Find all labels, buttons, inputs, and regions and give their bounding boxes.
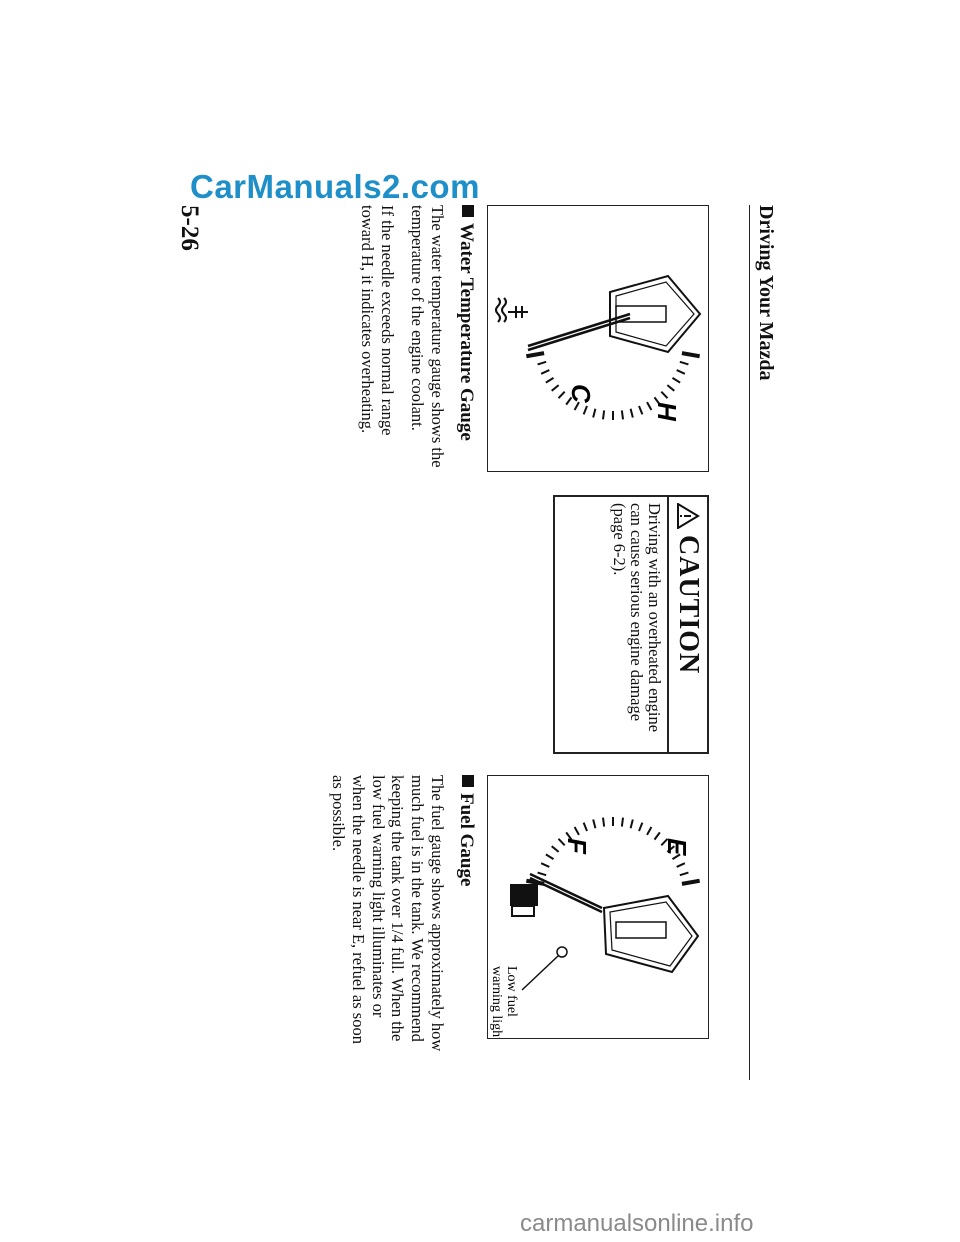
gauge-tick bbox=[682, 881, 700, 884]
gauge-tick bbox=[647, 402, 651, 410]
fuel-pump-icon bbox=[510, 884, 538, 916]
gauge-tick bbox=[552, 385, 559, 391]
gauge-tick bbox=[647, 827, 651, 835]
page-header: Driving Your Mazda bbox=[755, 205, 777, 381]
gauge-tick bbox=[558, 392, 564, 399]
gauge-tick bbox=[526, 353, 544, 356]
gauge-tick bbox=[546, 378, 554, 383]
gauge-tick bbox=[575, 402, 579, 410]
fuel-gauge-figure bbox=[487, 775, 709, 1039]
temperature-gauge-figure bbox=[487, 205, 709, 472]
water-temperature-paragraph-2: If the needle exceeds normal range toward H, it indicates overheating. bbox=[358, 205, 397, 436]
empty-label: E bbox=[662, 838, 692, 856]
page-number: 5-26 bbox=[176, 205, 203, 251]
bullet-square-icon bbox=[462, 775, 474, 787]
coolant-temperature-icon bbox=[496, 298, 528, 322]
fuel-gauge-illustration bbox=[488, 776, 708, 1038]
bullet-square-icon bbox=[462, 205, 474, 217]
caution-box bbox=[553, 495, 709, 754]
site-watermark: CarManuals2.com bbox=[190, 168, 480, 205]
cold-label: C bbox=[566, 384, 596, 403]
gauge-tick bbox=[682, 353, 700, 356]
gauge-tick bbox=[677, 863, 685, 867]
gauge-tick bbox=[639, 823, 642, 831]
gauge-tick bbox=[622, 818, 623, 827]
gauge-tick bbox=[603, 410, 604, 419]
low-fuel-callout: Low fuelwarning light bbox=[489, 966, 519, 1038]
gauge-tick bbox=[639, 406, 642, 414]
gauge-tick bbox=[622, 410, 623, 419]
gauge-tick bbox=[541, 863, 549, 867]
header-rule bbox=[749, 205, 750, 1080]
gauge-tick bbox=[631, 409, 633, 418]
gauge-tick bbox=[603, 818, 604, 827]
gauge-tick bbox=[593, 409, 595, 418]
gauge-tick bbox=[552, 846, 559, 852]
fuel-gauge-heading: Fuel Gauge bbox=[455, 775, 477, 886]
warning-triangle-icon bbox=[676, 503, 700, 529]
full-label: F bbox=[562, 838, 592, 854]
water-temperature-heading: Water Temperature Gauge bbox=[455, 205, 477, 441]
gauge-tick bbox=[661, 392, 667, 399]
gauge-tick bbox=[631, 820, 633, 829]
gauge-tick bbox=[680, 362, 689, 365]
gauge-tick bbox=[667, 385, 674, 391]
rotated-manual-page bbox=[170, 205, 795, 1080]
gauge-tick bbox=[546, 854, 554, 859]
gauge-tick bbox=[541, 370, 549, 374]
gauge-tick bbox=[538, 873, 547, 876]
gauge-tick bbox=[584, 406, 587, 414]
gauge-tick bbox=[593, 820, 595, 829]
hot-label: H bbox=[652, 402, 682, 421]
temperature-gauge-illustration bbox=[488, 206, 708, 471]
footer-watermark: carmanualsonline.info bbox=[520, 1210, 754, 1237]
caution-text: Driving with an overheated engine can cause serious engine damage (page 6-2). bbox=[610, 503, 664, 733]
gauge-tick bbox=[575, 827, 579, 835]
gauge-tick bbox=[677, 370, 685, 374]
gauge-tick bbox=[655, 832, 660, 839]
gauge-tick bbox=[584, 823, 587, 831]
water-temperature-paragraph-1: The water temperature gauge shows the temperature of the engine coolant. bbox=[408, 205, 447, 468]
fuel-gauge-paragraph: The fuel gauge shows approximately how much fuel is in the tank. We recommend keeping the tank over 1/4 full. When the low fuel warning light illuminates or when the needle is near E, refuel as soon as possible. bbox=[329, 775, 447, 1052]
gauge-tick bbox=[680, 873, 689, 876]
caution-title: CAUTION bbox=[673, 535, 704, 675]
gauge-tick bbox=[672, 378, 680, 383]
gauge-tick bbox=[538, 362, 547, 365]
